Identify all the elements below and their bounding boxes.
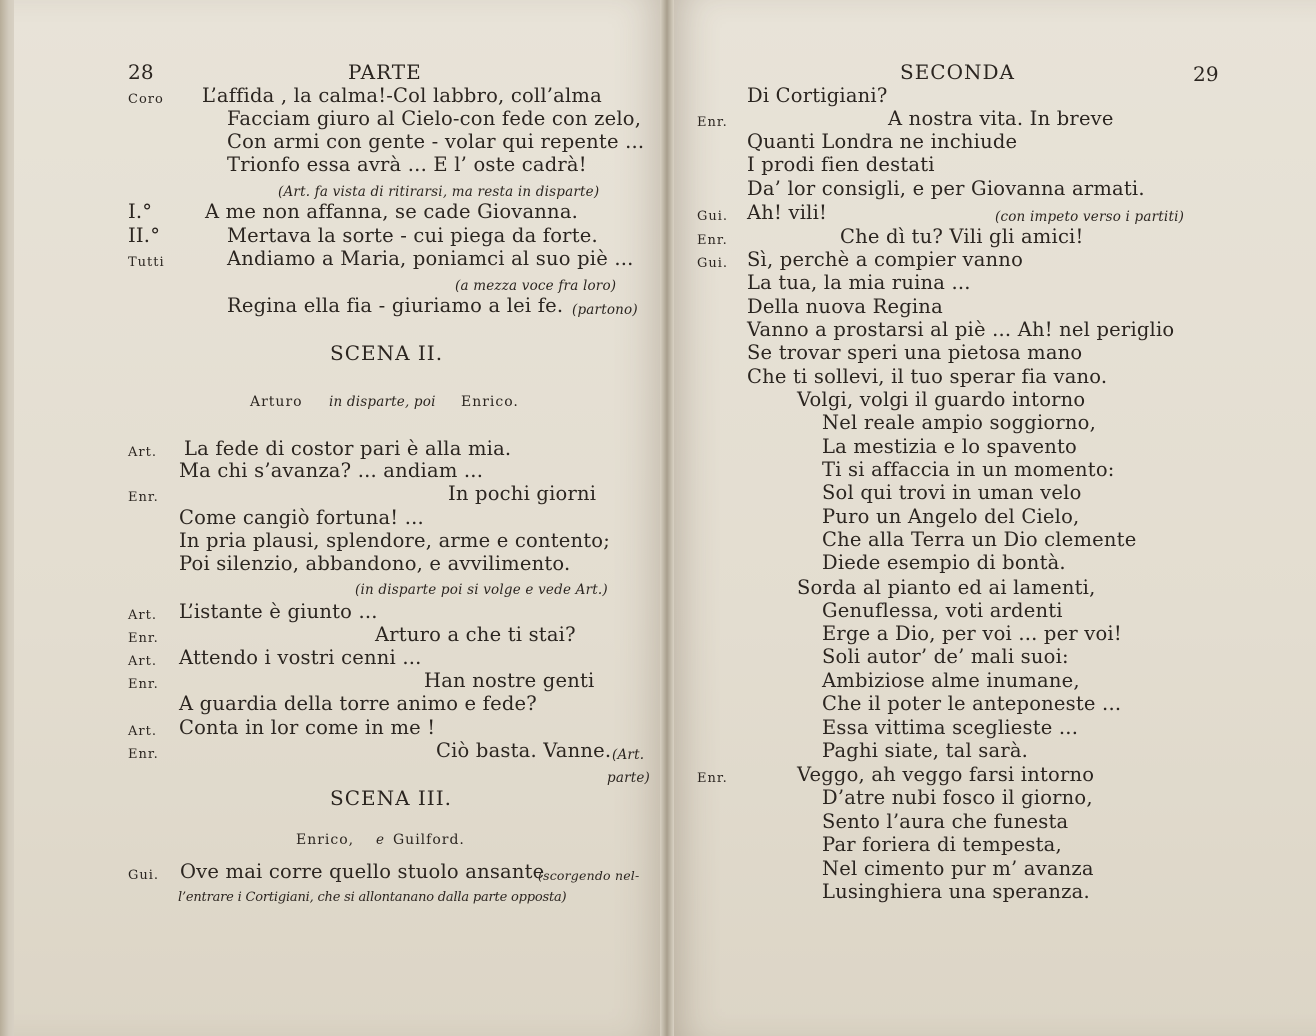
speaker-label: Enr. — [128, 747, 159, 762]
verse-line: Ciò basta. Vanne. — [436, 739, 612, 762]
verse-line: Sorda al pianto ed ai lamenti, — [797, 576, 1096, 599]
verse-line: Soli autor’ de’ mali suoi: — [822, 645, 1069, 668]
speaker-label: Enr. — [697, 233, 728, 248]
scene-cast: Enrico, — [296, 832, 355, 848]
verse-line: La mestizia e lo spavento — [822, 435, 1077, 458]
speaker-label: Enr. — [697, 115, 728, 130]
speaker-label: Coro — [128, 92, 164, 107]
running-header-right: SECONDA — [900, 60, 1015, 84]
verse-line: Sol qui trovi in uman velo — [822, 481, 1082, 504]
verse-line: Di Cortigiani? — [747, 84, 888, 107]
verse-line: Facciam giuro al Cielo-con fede con zelo, — [227, 107, 642, 130]
speaker-label: Enr. — [128, 677, 159, 692]
verse-line: La tua, la mia ruina ... — [747, 271, 971, 294]
speaker-label: II.° — [128, 224, 161, 247]
verse-line: Nel cimento pur m’ avanza — [822, 857, 1094, 880]
verse-line: Paghi siate, tal sarà. — [822, 739, 1029, 762]
speaker-label: Enr. — [128, 490, 159, 505]
verse-line: Che dì tu? Vili gli amici! — [840, 225, 1084, 248]
verse-line: Ti si affaccia in un momento: — [822, 458, 1115, 481]
verse-line: Lusinghiera una speranza. — [822, 880, 1090, 903]
scene-cast: in disparte, poi — [329, 394, 436, 410]
verse-line: I prodi fien destati — [747, 153, 935, 176]
speaker-label: Tutti — [128, 255, 165, 270]
verse-line: Conta in lor come in me ! — [179, 716, 436, 739]
speaker-label: Art. — [128, 608, 157, 623]
stage-direction: (con impeto verso i partiti) — [995, 209, 1185, 225]
stage-direction: parte) — [607, 770, 651, 786]
verse-line: Ah! vili! — [747, 201, 828, 224]
verse-line: L’istante è giunto ... — [179, 600, 378, 623]
verse-line: Con armi con gente - volar qui repente ... — [227, 130, 645, 153]
verse-line: Veggo, ah veggo farsi intorno — [797, 763, 1095, 786]
verse-line: Da’ lor consigli, e per Giovanna armati. — [747, 177, 1145, 200]
verse-line: Quanti Londra ne inchiude — [747, 130, 1018, 153]
verse-line: Della nuova Regina — [747, 295, 943, 318]
speaker-label: Art. — [128, 445, 157, 460]
verse-line: Arturo a che ti stai? — [375, 623, 576, 646]
stage-direction: (Art. fa vista di ritirarsi, ma resta in disparte) — [278, 184, 600, 200]
verse-line: Vanno a prostarsi al piè ... Ah! nel periglio — [747, 318, 1175, 341]
book-gutter — [660, 0, 674, 1036]
stage-direction: (a mezza voce fra loro) — [455, 278, 617, 294]
speaker-label: Gui. — [697, 209, 729, 224]
verse-line: Diede esempio di bontà. — [822, 551, 1066, 574]
verse-line: Puro un Angelo del Cielo, — [822, 505, 1080, 528]
scene-cast: Guilford. — [393, 832, 465, 848]
stage-direction: (in disparte poi si volge e vede Art.) — [355, 582, 608, 598]
stage-direction: (scorgendo nel- — [538, 868, 640, 883]
scene-cast: Arturo — [250, 394, 303, 410]
stage-direction: (Art. — [612, 747, 645, 763]
speaker-label: Gui. — [128, 868, 160, 883]
speaker-label: Art. — [128, 654, 157, 669]
verse-line: D’atre nubi fosco il giorno, — [822, 786, 1093, 809]
verse-line: Genuflessa, voti ardenti — [822, 599, 1063, 622]
scene-cast: e — [376, 832, 385, 848]
verse-line: In pochi giorni — [448, 482, 597, 505]
stage-direction: (partono) — [572, 302, 638, 318]
verse-line: A guardia della torre animo e fede? — [179, 692, 537, 715]
verse-line: A me non affanna, se cade Giovanna. — [205, 200, 579, 223]
scene-cast: Enrico. — [461, 394, 519, 410]
verse-line: Poi silenzio, abbandono, e avvilimento. — [179, 552, 571, 575]
verse-line: Se trovar speri una pietosa mano — [747, 341, 1083, 364]
speaker-label: Enr. — [128, 631, 159, 646]
verse-line: Ma chi s’avanza? ... andiam ... — [179, 459, 484, 482]
speaker-label: I.° — [128, 200, 153, 223]
stage-direction: l’entrare i Cortigiani, che si allontanano dalla parte opposta) — [178, 890, 567, 905]
verse-line: Trionfo essa avrà ... E l’ oste cadrà! — [227, 153, 587, 176]
verse-line: Mertava la sorte - cui piega da forte. — [227, 224, 598, 247]
verse-line: Attendo i vostri cenni ... — [179, 646, 422, 669]
speaker-label: Enr. — [697, 771, 728, 786]
verse-line: A nostra vita. In breve — [888, 107, 1114, 130]
verse-line: La fede di costor pari è alla mia. — [184, 437, 512, 460]
verse-line: Han nostre genti — [424, 669, 595, 692]
speaker-label: Gui. — [697, 256, 729, 271]
verse-line: Sì, perchè a compier vanno — [747, 248, 1024, 271]
verse-line: Par foriera di tempesta, — [822, 833, 1062, 856]
verse-line: Che ti sollevi, il tuo sperar fia vano. — [747, 365, 1108, 388]
speaker-label: Art. — [128, 724, 157, 739]
scene-title: SCENA III. — [330, 786, 452, 810]
page-number-left: 28 — [128, 60, 154, 84]
verse-line: Erge a Dio, per voi ... per voi! — [822, 622, 1122, 645]
verse-line: Regina ella fia - giuriamo a lei fe. — [227, 294, 564, 317]
verse-line: Nel reale ampio soggiorno, — [822, 411, 1096, 434]
verse-line: Andiamo a Maria, poniamci al suo piè ... — [227, 247, 634, 270]
running-header-left: PARTE — [348, 60, 422, 84]
verse-line: Come cangiò fortuna! ... — [179, 506, 424, 529]
verse-line: Sento l’aura che funesta — [822, 810, 1069, 833]
verse-line: Che alla Terra un Dio clemente — [822, 528, 1137, 551]
page-number-right: 29 — [1193, 62, 1219, 86]
scene-title: SCENA II. — [330, 341, 444, 365]
verse-line: Volgi, volgi il guardo intorno — [797, 388, 1086, 411]
verse-line: Essa vittima sceglieste ... — [822, 716, 1079, 739]
verse-line: In pria plausi, splendore, arme e contento; — [179, 529, 610, 552]
verse-line: L’affida , la calma!-Col labbro, coll’alma — [202, 84, 602, 107]
verse-line: Ove mai corre quello stuolo ansante — [180, 860, 545, 883]
verse-line: Che il poter le anteponeste ... — [822, 692, 1122, 715]
verse-line: Ambiziose alme inumane, — [822, 669, 1080, 692]
